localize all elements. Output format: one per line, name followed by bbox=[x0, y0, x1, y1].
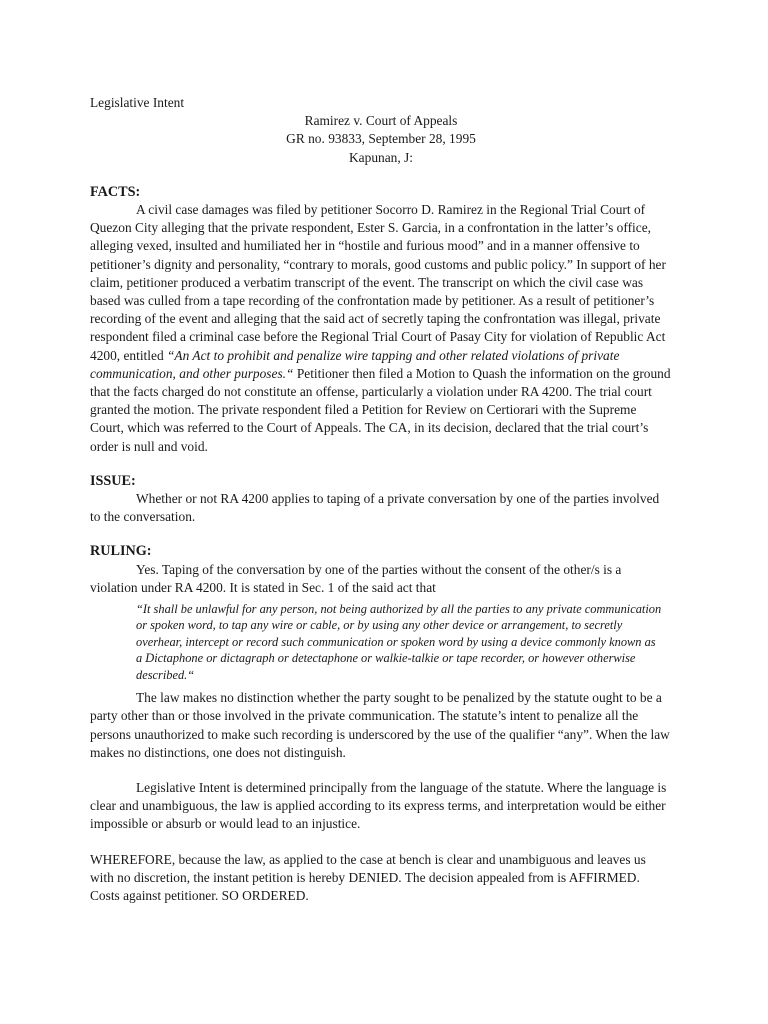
statute-quote: “It shall be unlawful for any person, not being authorized by all the parties to any private communication or spoken word, to tap any wire or cable, or by using any other device or arrangement, to secretly overhear, intercept or record such communication or spoken word by using a device commonly known as a Dictaphone or dictagraph or detectaphone or walkie-talkie or tape recorder, or however otherwise described.“ bbox=[136, 602, 662, 682]
issue-paragraph: Whether or not RA 4200 applies to taping of a private conversation by one of the parties involved to the conversation. bbox=[90, 491, 660, 525]
ruling-paragraph: Yes. Taping of the conversation by one of the parties without the consent of the other/s is a violation under RA 4200. It is stated in Sec. 1 of the said act that bbox=[90, 561, 622, 595]
document-page bbox=[90, 94, 672, 905]
ruling-paragraph-3: Legislative Intent is determined principally from the language of the statute. Where the language is clear and unambiguous, the law is applied according to its express terms, and interpretation would be either impossible or absurb or would lead to an injustice. bbox=[90, 779, 667, 832]
facts-heading: FACTS: bbox=[90, 183, 141, 200]
facts-text-part-2: Petitioner then filed a Motion to Quash the information on the ground that the facts charged do not constitute an offense, particularly a violation under RA 4200. The trial court granted the motion. The private respondent filed a Petition for Review on Certiorari with the Supreme Court, which was referred to the Court of Appeals. The CA, in its decision, declared that the trial court’s order is null and void. bbox=[90, 365, 671, 454]
ponente: Kapunan, J: bbox=[349, 149, 413, 165]
facts-text-part-1: A civil case damages was filed by petitioner Socorro D. Ramirez in the Regional Trial Court of Quezon City alleging that the private respondent, Ester S. Garcia, in a confrontation in the latter’s office, alleging vexed, insulted and humiliated her in “hostile and furious mood” and in a manner offensive to petitioner’s dignity and personality, “contrary to morals, good customs and public policy.” In support of her claim, petitioner produced a verbatim transcript of the event. The transcript on which the civil case was based was culled from a tape recording of the confrontation made by petitioner. As a result of petitioner’s recording of the event and alleging that the said act of secretly taping the confrontation was illegal, private respondent filed a criminal case before the Regional Trial Court of Pasay City for violation of Republic Act 4200, entitled bbox=[90, 202, 666, 363]
facts-paragraph bbox=[90, 201, 672, 456]
ruling-paragraph-2: The law makes no distinction whether the party sought to be penalized by the statute ought to be a party other than or those involved in the private communication. The statute’s intent to penalize all the persons unauthorized to make such recording is underscored by the use of the qualifier “any”. When the law makes no distinctions, one does not distinguish. bbox=[90, 690, 670, 760]
wherefore-paragraph: WHEREFORE, because the law, as applied to the case at bench is clear and unambiguous and leaves us with no discretion, the instant petition is hereby DENIED. The decision appealed from is AFFIRMED. Costs against petitioner. SO ORDERED. bbox=[90, 851, 646, 903]
issue-heading: ISSUE: bbox=[90, 472, 136, 489]
case-caption bbox=[90, 112, 672, 167]
case-title: Ramirez v. Court of Appeals bbox=[304, 113, 458, 129]
ruling-heading: RULING: bbox=[90, 543, 152, 560]
document-label: Legislative Intent bbox=[90, 95, 185, 110]
case-number: GR no. 93833, September 28, 1995 bbox=[286, 131, 476, 147]
act-title: “An Act to prohibit and penalize wire tapping and other related violations of private communication, and other purposes.“ bbox=[90, 347, 620, 381]
